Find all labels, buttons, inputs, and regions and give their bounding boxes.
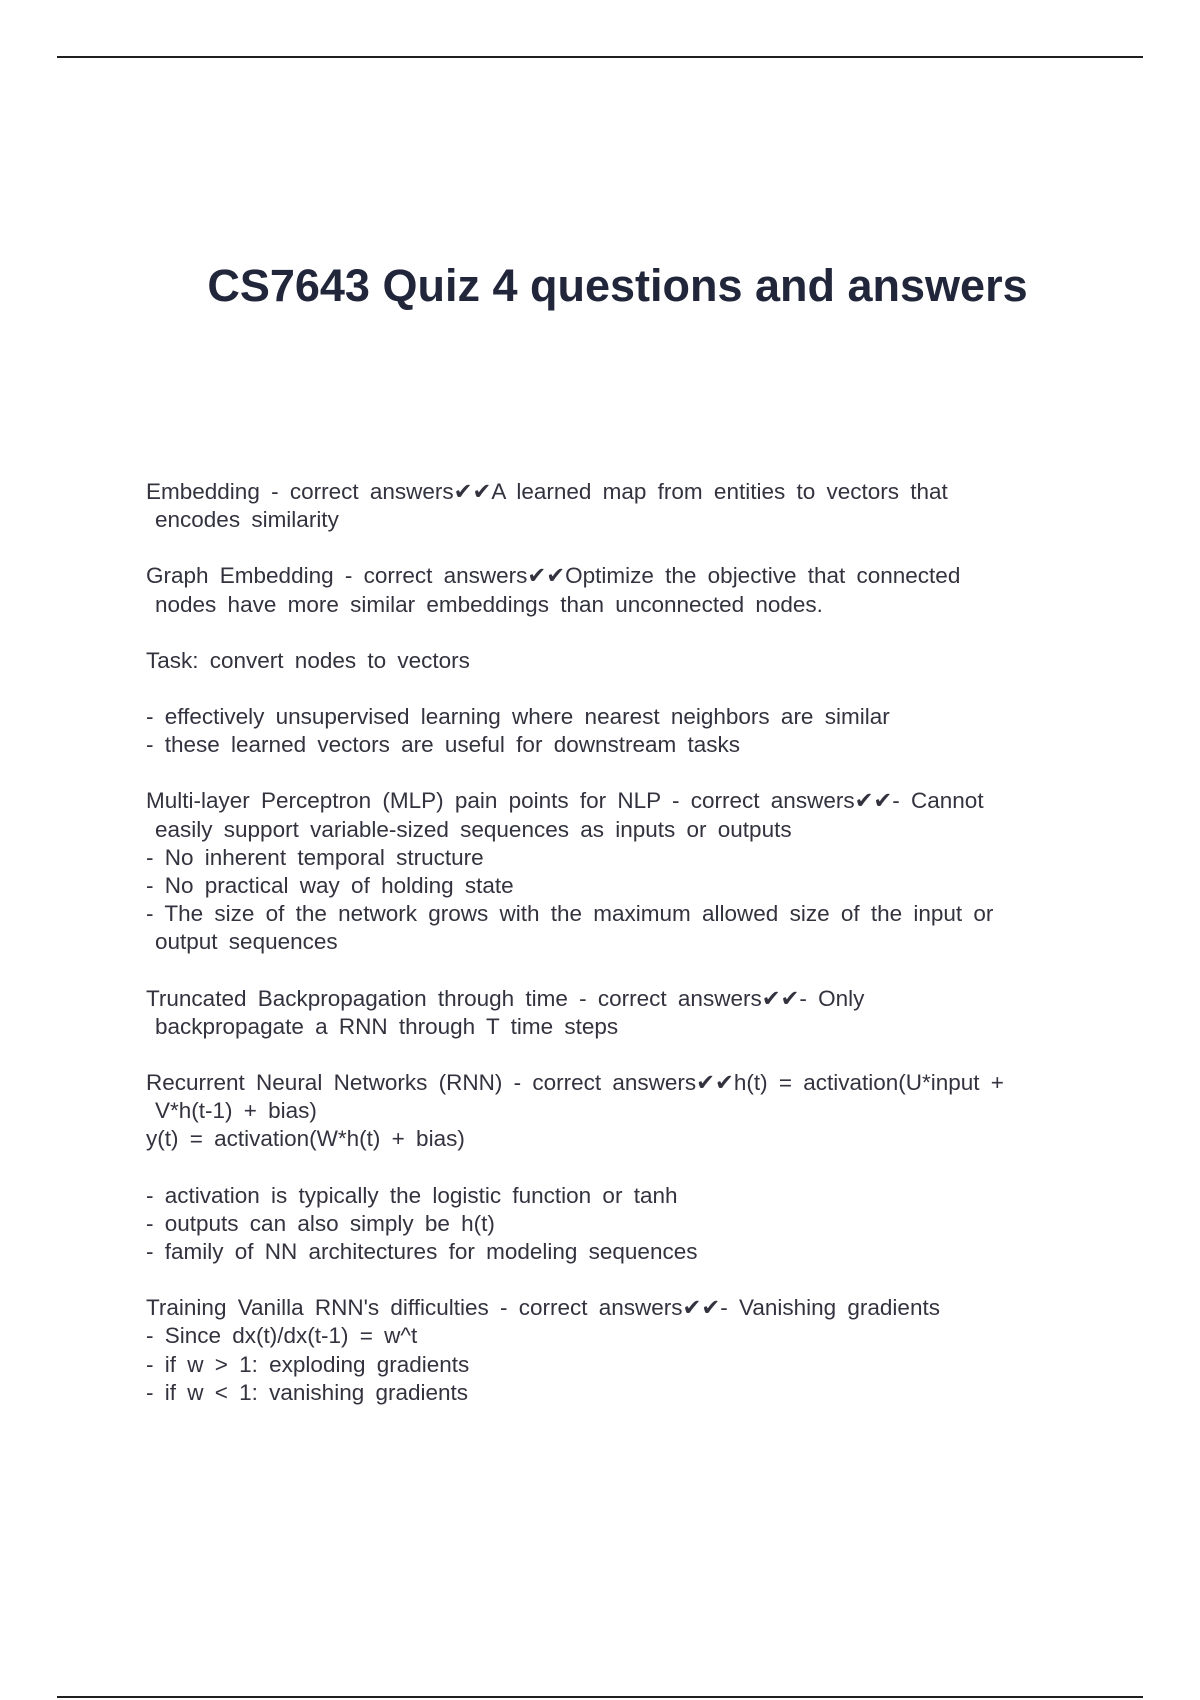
entry-line: - if w < 1: vanishing gradients — [146, 1379, 469, 1405]
entry-line: - if w > 1: exploding gradients — [146, 1351, 470, 1377]
entry-line: - these learned vectors are useful for downstream tasks — [146, 732, 741, 758]
entry-line: y(t) = activation(W*h(t) + bias) — [146, 1126, 465, 1152]
entry-line: Task: convert nodes to vectors — [146, 647, 470, 673]
entry-line: Truncated Backpropagation through time - correct answers✔✔- Only — [146, 985, 865, 1011]
entry-line: Graph Embedding - correct answers✔✔Optimize the objective that connected — [146, 563, 961, 589]
qa-entry — [146, 478, 1081, 534]
entry-line: Multi-layer Perceptron (MLP) pain points for NLP - correct answers✔✔- Cannot — [146, 788, 984, 814]
qa-entry — [146, 1294, 1081, 1407]
entry-line: - No practical way of holding state — [146, 873, 514, 899]
entry-line: - effectively unsupervised learning where nearest neighbors are similar — [146, 704, 890, 730]
entry-line: - outputs can also simply be h(t) — [146, 1210, 495, 1236]
entry-line: - Since dx(t)/dx(t-1) = w^t — [146, 1323, 418, 1349]
bottom-rule — [57, 1696, 1143, 1698]
entry-line: - family of NN architectures for modeling sequences — [146, 1239, 698, 1265]
entry-continuation-line: V*h(t-1) + bias) — [155, 1098, 317, 1124]
entry-continuation-line: easily support variable-sized sequences as inputs or outputs — [155, 816, 792, 842]
page-title: CS7643 Quiz 4 questions and answers — [207, 260, 1028, 311]
entry-continuation-line: nodes have more similar embeddings than unconnected nodes. — [155, 591, 823, 617]
qa-entry — [146, 647, 1081, 675]
qa-entry — [146, 1182, 1081, 1267]
top-rule — [57, 56, 1143, 58]
entry-line: Embedding - correct answers✔✔A learned map from entities to vectors that — [146, 479, 948, 504]
qa-entry — [146, 985, 1081, 1041]
entry-line: Training Vanilla RNN's difficulties - correct answers✔✔- Vanishing gradients — [146, 1295, 940, 1321]
entry-line: - activation is typically the logistic function or tanh — [146, 1182, 678, 1208]
entry-continuation-line: output sequences — [155, 929, 338, 955]
entry-line: - The size of the network grows with the maximum allowed size of the input or — [146, 901, 994, 927]
entry-continuation-line: backpropagate a RNN through T time steps — [155, 1013, 619, 1039]
qa-content — [146, 478, 1081, 1435]
qa-entry — [146, 562, 1081, 618]
entry-line: - No inherent temporal structure — [146, 844, 484, 870]
entry-continuation-line: encodes similarity — [155, 507, 339, 533]
qa-entry — [146, 1069, 1081, 1154]
qa-entry — [146, 787, 1081, 956]
qa-entry — [146, 703, 1081, 759]
entry-line: Recurrent Neural Networks (RNN) - correct answers✔✔h(t) = activation(U*input + — [146, 1070, 1004, 1096]
